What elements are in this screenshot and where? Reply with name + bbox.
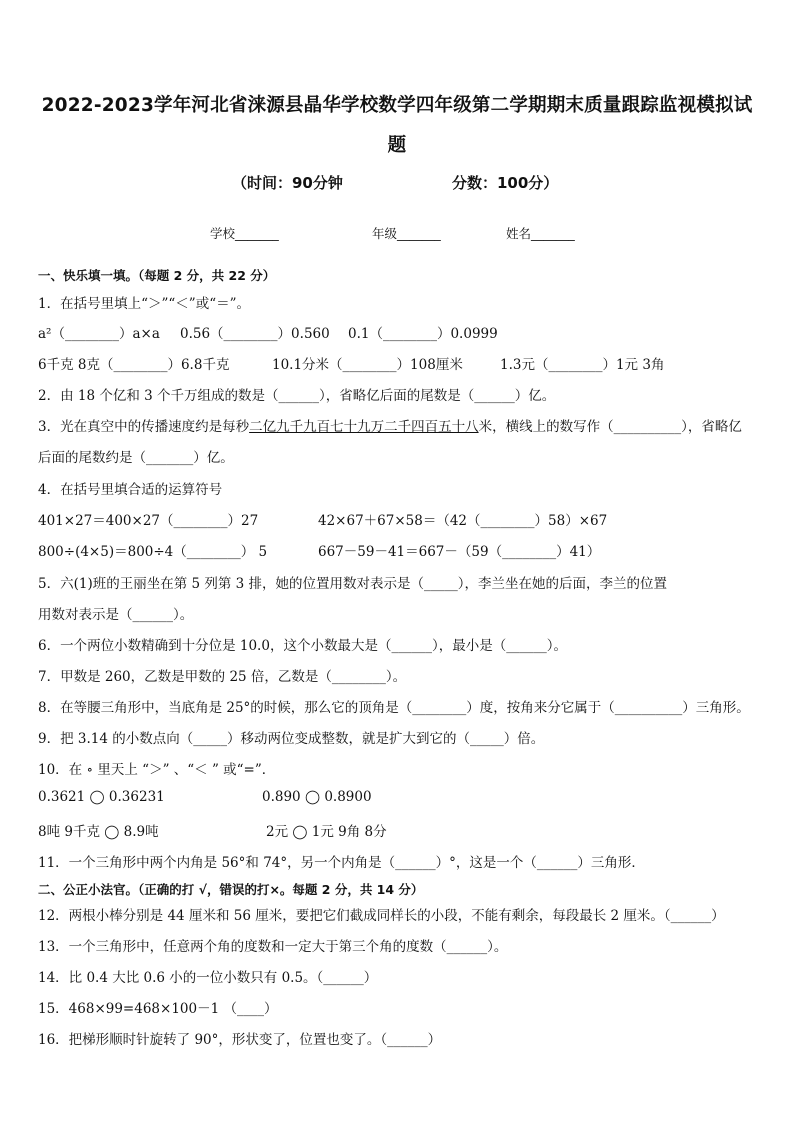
question-5-line-2: 用数对表示是（______）。: [38, 607, 194, 623]
section-1-heading: 一、快乐填一填。（每题 2 分，共 22 分）: [38, 268, 276, 283]
question-10: 10．在 ∘ 里天上 “＞” 、“＜ ” 或“=”．: [38, 762, 276, 778]
question-11: 11．一个三角形中两个内角是 56°和 74°，另一个内角是（______）°，这是一个（______）三角形．: [38, 855, 645, 871]
question-2: 2．由 18 个亿和 3 个千万组成的数是（______），省略亿后面的尾数是（______）亿。: [38, 388, 556, 404]
exam-score: 分数：100分）: [452, 174, 559, 192]
question-3: [38, 415, 742, 435]
title-line-2: 题: [387, 135, 407, 156]
question-7: 7．甲数是 260，乙数是甲数的 25 倍，乙数是（________）。: [38, 669, 407, 685]
q10-row2-a: 8吨 9千克 ◯ 8.9吨: [38, 824, 159, 840]
question-4: 4．在括号里填合适的运算符号: [38, 482, 223, 498]
q1-row2-b: 10.1分米（________）108厘米: [272, 357, 463, 373]
question-16: 16．把梯形顺时针旋转了 90°，形状变了，位置也变了。（______）: [38, 1032, 442, 1048]
q10-row1-b: 0.890 ◯ 0.8900: [262, 789, 372, 805]
q1-row2-c: 1.3元（________）1元 3角: [500, 357, 665, 373]
q1-row1-b: 0.56（________）0.560: [180, 326, 330, 342]
q10-row1-a: 0.3621 ◯ 0.36231: [38, 789, 165, 805]
page-title: [40, 86, 754, 166]
question-9: 9．把 3.14 的小数点向（_____）移动两位变成整数，就是扩大到它的（_____）倍。: [38, 731, 545, 747]
question-6: 6．一个两位小数精确到十分位是 10.0，这个小数最大是（______），最小是（______）。: [38, 638, 567, 654]
q4-row1-b: 42×67＋67×58＝（42（________）58）×67: [318, 513, 608, 529]
q4-row1-a: 401×27＝400×27（________）27: [38, 513, 259, 529]
q4-row2-a: 800÷(4×5)＝800÷4（________） 5: [38, 544, 268, 560]
question-14: 14．比 0.4 大比 0.6 小的一位小数只有 0.5。（______）: [38, 970, 378, 986]
q3-underlined-number: 二亿九千九百七十九万二千四百五十八: [249, 419, 479, 435]
question-8: 8．在等腰三角形中，当底角是 25°的时候，那么它的顶角是（________）度，按角来分它属于（__________）三角形。: [38, 700, 750, 716]
question-3-line-2: 后面的尾数约是（_______）亿。: [38, 450, 234, 466]
question-1: 1．在括号里填上“＞”“＜”或“＝”。: [38, 296, 250, 312]
section-2-heading: 二、公正小法官。（正确的打 √，错误的打×。每题 2 分，共 14 分）: [38, 882, 424, 897]
title-line-1: 2022-2023学年河北省涞源县晶华学校数学四年级第二学期期末质量跟踪监视模拟试: [41, 95, 753, 116]
q1-row1-a: a²（________）a×a: [38, 326, 160, 342]
question-15: 15．468×99=468×100－1 （____）: [38, 1001, 278, 1017]
q10-row2-b: 2元 ◯ 1元 9角 8分: [266, 824, 387, 840]
question-5: 5．六(1)班的王丽坐在第 5 列第 3 排，她的位置用数对表示是（_____），李兰坐在她的后面，李兰的位置: [38, 576, 668, 592]
q1-row2-a: 6千克 8克（________）6.8千克: [38, 357, 230, 373]
q3-suffix: 米，横线上的数写作（__________），省略亿: [478, 419, 742, 435]
exam-time: （时间：90分钟: [232, 174, 343, 192]
grade-field: 年级_______: [372, 226, 441, 241]
q4-row2-b: 667－59－41＝667－（59（________）41）: [318, 544, 601, 560]
q1-row1-c: 0.1（________）0.0999: [348, 326, 498, 342]
q3-prefix: 3．光在真空中的传播速度约是每秒: [38, 419, 250, 435]
question-13: 13．一个三角形中，任意两个角的度数和一定大于第三个角的度数（______）。: [38, 939, 508, 955]
school-field: 学校_______: [210, 226, 279, 241]
question-12: 12．两根小棒分别是 44 厘米和 56 厘米，要把它们截成同样长的小段，不能有剩余，每段最长 2 厘米。（______）: [38, 908, 725, 924]
name-field: 姓名_______: [506, 226, 575, 241]
